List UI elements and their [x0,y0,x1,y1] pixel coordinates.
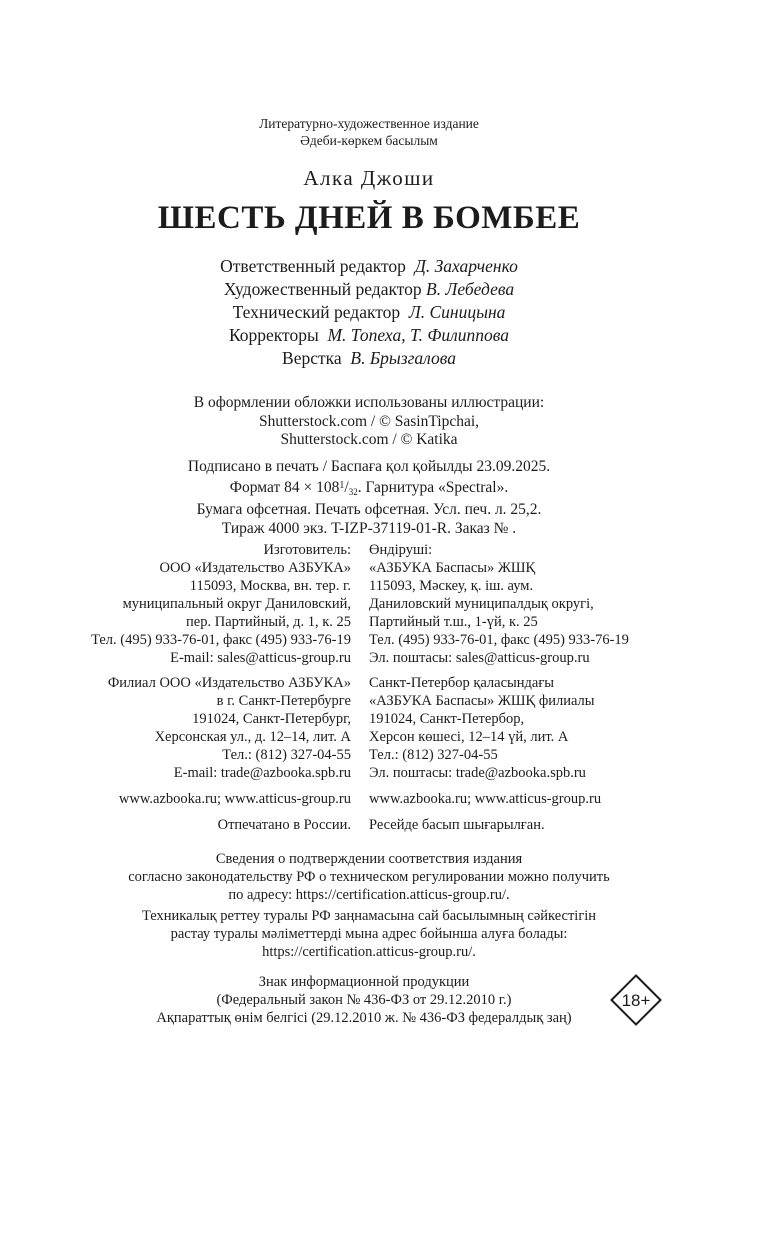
branch-kz-email[interactable]: Эл. поштасы: trade@azbooka.spb.ru [369,765,586,781]
branch-ru [108,674,351,782]
typeface: . Гарнитура «Spectral». [357,478,509,496]
staff-name: Л. Синицына [408,302,506,322]
websites-ru[interactable]: www.azbooka.ru; www.atticus-group.ru [118,791,351,807]
websites-kz[interactable]: www.azbooka.ru; www.atticus-group.ru [369,791,602,807]
printed-in-kz: Ресейде басып шығарылған. [369,817,545,833]
branch-ru-line: Тел.: (812) 327-04-55 [222,747,351,763]
paper-info: Бумага офсетная. Печать офсетная. Усл. печ. л. 25,2. [196,501,542,518]
printed-in-ru: Отпечатано в России. [217,817,351,833]
staff-credits [0,255,738,370]
certification-kz-link[interactable]: https://certification.atticus-group.ru/. [262,944,476,960]
staff-line [0,347,738,370]
staff-role: Верстка [282,348,342,368]
manufacturer-ru-line: муниципальный округ Даниловский, [122,596,351,612]
branch-ru-line: Херсонская ул., д. 12–14, лит. А [154,729,351,745]
certification-kz-line: Техникалық реттеу туралы РФ заңнамасына сай басылымның сәйкестігін [141,908,597,924]
staff-line [0,301,738,324]
staff-name: Д. Захарченко [414,256,518,276]
manufacturer-ru [91,541,351,667]
edition-type-ru: Литературно-художественное издание [259,116,479,131]
manufacturer-kz-email[interactable]: Эл. поштасы: sales@atticus-group.ru [369,650,590,666]
staff-name: В. Брызгалова [350,348,456,368]
print-info [0,458,738,538]
manufacturer-kz-line: Даниловский муниципалдық округі, [369,596,594,612]
book-title: ШЕСТЬ ДНЕЙ В БОМБЕЕ [157,200,581,236]
manufacturer-kz-line: Тел. (495) 933-76-01, факс (495) 933-76-19 [369,632,629,648]
cover-credits-line: В оформлении обложки использованы иллюстрации: [193,394,545,411]
manufacturer-ru-line: ООО «Издательство АЗБУКА» [159,560,351,576]
author-name: Алка Джоши [303,166,435,190]
certification-ru-link[interactable]: по адресу: https://certification.atticus-group.ru/. [228,887,510,903]
branch-ru-line: 191024, Санкт-Петербург, [192,711,351,727]
branch-ru-line: Филиал ООО «Издательство АЗБУКА» [107,675,351,691]
manufacturer-ru-line: Тел. (495) 933-76-01, факс (495) 933-76-19 [91,632,351,648]
manufacturer-kz-line: Өндіруші: [369,542,433,558]
format-line: Формат $84 \times 108^1/_{32}$. Гарнитура «Spectral». [229,478,509,497]
info-sign-line: Ақпараттық өнім белгісі (29.12.2010 ж. № 436-ФЗ федералдық заң) [156,1010,572,1026]
certification-ru-line: Сведения о подтверждении соответствия издания [215,851,523,867]
staff-role: Корректоры [228,325,319,345]
age-rating-badge [610,974,662,1026]
staff-line [0,255,738,278]
certification-ru [0,850,738,904]
manufacturer-kz-line: «АЗБУКА Баспасы» ЖШҚ [369,560,536,576]
certification-kz-line: растау туралы мәліметтерді мына адрес бойынша алуға болады: [170,926,568,942]
manufacturer-ru-line: Изготовитель: [263,542,351,558]
manufacturer-ru-email[interactable]: E-mail: sales@atticus-group.ru [170,650,351,666]
format-denominator: 32 [348,486,358,497]
staff-line [0,324,738,347]
branch-kz-line: Тел.: (812) 327-04-55 [369,747,498,763]
certification-ru-line: согласно законодательству РФ о техническом регулировании можно получить [128,869,610,885]
branch-kz-line: 191024, Санкт-Петербор, [369,711,525,727]
manufacturer-kz-line: Партийный т.ш., 1-үй, к. 25 [369,614,538,630]
cover-credits-line: Shutterstock.com / © SasinTipchai, [258,412,480,430]
signed-date: Подписано в печать / Баспаға қол қойылды 23.09.2025. [187,458,551,475]
info-sign-line: Знак информационной продукции [258,974,470,990]
manufacturer-kz [369,541,629,667]
age-rating-label: 18+ [621,991,651,1010]
staff-role: Художественный редактор [223,279,422,299]
staff-role: Ответственный редактор [220,256,406,276]
cover-credits-line: Shutterstock.com / © Katika [280,431,458,448]
branch-kz-line: «АЗБУКА Баспасы» ЖШҚ филиалы [369,693,595,709]
edition-type [0,115,738,149]
branch-ru-line: в г. Санкт-Петербурге [216,693,351,709]
print-run: Тираж 4000 экз. T-IZP-37119-01-R. Заказ № . [221,519,517,537]
staff-line [0,278,738,301]
certification-kz [0,907,738,961]
branch-kz-line: Санкт-Петербор қаласындағы [369,675,555,691]
info-sign-line: (Федеральный закон № 436-ФЗ от 29.12.2010 г.) [216,992,512,1008]
format-numerator: 1 [339,479,345,491]
branch-ru-email[interactable]: E-mail: trade@azbooka.spb.ru [173,765,351,781]
staff-name: В. Лебедева [426,279,515,299]
staff-role: Технический редактор [232,302,401,322]
staff-name: М. Топеха, Т. Филиппова [327,325,510,345]
manufacturer-kz-line: 115093, Мәскеу, қ. іш. аум. [369,578,534,594]
edition-type-kz: Әдеби-көркем басылым [300,133,438,148]
branch-kz [369,674,595,782]
branch-kz-line: Херсон көшесі, 12–14 үй, лит. А [369,729,569,745]
cover-credits [0,394,738,450]
manufacturer-ru-line: пер. Партийный, д. 1, к. 25 [186,614,351,630]
manufacturer-ru-line: 115093, Москва, вн. тер. г. [189,578,351,594]
format-value: Формат 84 × 108 [229,478,340,496]
